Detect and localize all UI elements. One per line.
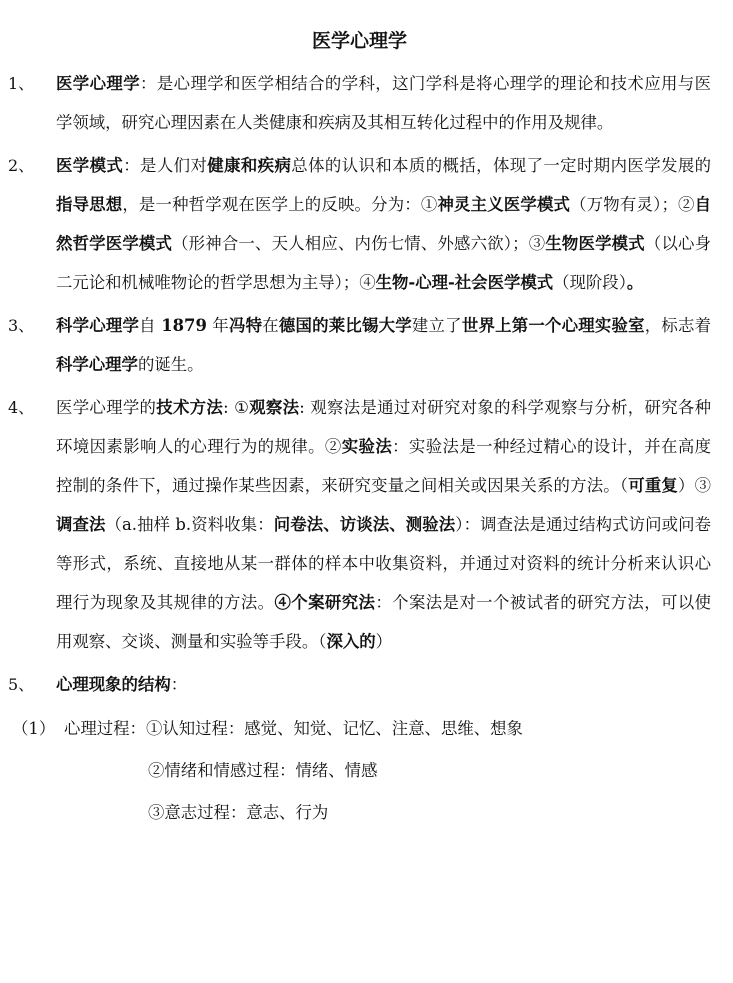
list-item-number: 2、 bbox=[8, 156, 35, 175]
text-run: 的诞生。 bbox=[137, 355, 204, 374]
sub-item-line-3: ③意志过程：意志、行为 bbox=[148, 803, 329, 822]
bold-term: 。 bbox=[626, 273, 644, 292]
text-run: ：是人们对 bbox=[123, 156, 208, 175]
text-run: ）：调查法是通过结构式访问或问卷等形式，系统、直接地从某一群体的样本中收集资料，并通过对资料的统计分析来认识心理行为现象及其规律的方法。 bbox=[56, 515, 712, 612]
text-run: ）③ bbox=[678, 476, 712, 495]
bold-term: 生物-心理-社会医学模式 bbox=[375, 273, 554, 292]
text-run: ： bbox=[170, 675, 188, 694]
text-run: ：个案法是对一个被试者的研究方法，可以使用观察、交谈、测量和实验等手段。（ bbox=[56, 593, 712, 651]
bold-term: 医学模式 bbox=[56, 156, 124, 175]
text-run: （以心身二元论和机械唯物论的哲学思想为主导）；④ bbox=[56, 234, 712, 292]
sub-item-first-line: 心理过程：①认知过程：感觉、知觉、记忆、注意、思维、想象 bbox=[64, 719, 523, 738]
text-run: 自 bbox=[139, 316, 162, 335]
bold-term: ④个案研究法 bbox=[274, 593, 376, 612]
text-run: ，标志着 bbox=[644, 316, 712, 335]
bold-term: 科学心理学 bbox=[56, 355, 138, 374]
list-item-text bbox=[56, 665, 711, 704]
list-item-text bbox=[56, 306, 711, 384]
list-item-number: 1、 bbox=[8, 74, 35, 93]
text-run: ） bbox=[375, 632, 393, 651]
bold-term: 医学心理学 bbox=[56, 74, 141, 93]
text-run: （万物有灵）；② bbox=[570, 195, 695, 214]
bold-term: 技术方法 bbox=[156, 398, 224, 417]
list-item-text bbox=[56, 146, 711, 302]
bold-term: 观察法 bbox=[249, 398, 300, 417]
bold-term: 指导思想 bbox=[56, 195, 123, 214]
text-run: （a.抽样 b.资料收集： bbox=[105, 515, 274, 534]
list-item bbox=[8, 64, 711, 142]
text-run: （现阶段） bbox=[553, 273, 627, 292]
list-item-number: 5、 bbox=[8, 675, 35, 694]
list-item-number: 3、 bbox=[8, 316, 35, 335]
bold-term: 世界上第一个心理实验室 bbox=[461, 316, 645, 335]
text-run: : ① bbox=[223, 398, 250, 417]
text-run: 建立了 bbox=[411, 316, 462, 335]
bold-term: 健康和疾病 bbox=[207, 156, 292, 175]
bold-term: 自然哲学医学模式 bbox=[56, 195, 712, 253]
bold-term: 生物医学模式 bbox=[545, 234, 645, 253]
bold-term: 问卷法、访谈法、测验法 bbox=[273, 515, 456, 534]
bold-term: 可重复 bbox=[628, 476, 679, 495]
bold-term: 冯特 bbox=[228, 316, 263, 335]
bold-term: 深入的 bbox=[326, 632, 376, 651]
bold-term: 心理现象的结构 bbox=[56, 675, 171, 694]
text-run: : 观察法是通过对研究对象的科学观察与分析，研究各种环境因素影响人的心理行为的规律。② bbox=[56, 398, 712, 456]
list-item bbox=[8, 665, 711, 704]
bold-term: 1879 bbox=[161, 316, 207, 335]
text-run: 年 bbox=[206, 316, 229, 335]
list-item bbox=[8, 388, 711, 661]
sub-item-number: （1） bbox=[12, 719, 56, 738]
text-run: （形神合一、天人相应、内伤七情、外感六欲）；③ bbox=[172, 234, 546, 253]
list-item bbox=[8, 306, 711, 384]
bold-term: 调查法 bbox=[56, 515, 106, 534]
text-run: 总体的认识和本质的概括，体现了一定时期内医学发展的 bbox=[291, 156, 712, 175]
text-run: 在 bbox=[262, 316, 279, 335]
page-title: 医学心理学 bbox=[311, 30, 407, 52]
bold-term: 实验法 bbox=[341, 437, 393, 456]
list-item-text bbox=[56, 64, 711, 142]
text-run: ：是心理学和医学相结合的学科，这门学科是将心理学的理论和技术应用与医学领域，研究心理因素在人类健康和疾病及其相互转化过程中的作用及规律。 bbox=[56, 74, 712, 132]
text-run: 医学心理学的 bbox=[56, 398, 157, 417]
sub-item-line-2: ②情绪和情感过程：情绪、情感 bbox=[148, 761, 378, 780]
numbered-list bbox=[8, 64, 711, 708]
bold-term: 德国的莱比锡大学 bbox=[278, 316, 412, 335]
list-item bbox=[8, 146, 711, 302]
list-item-number: 4、 bbox=[8, 398, 35, 417]
bold-term: 神灵主义医学模式 bbox=[437, 195, 571, 214]
sub-item-1 bbox=[8, 708, 711, 750]
bold-term: 科学心理学 bbox=[56, 316, 140, 335]
text-run: ：实验法是一种经过精心的设计，并在高度控制的条件下，通过操作某些因素，来研究变量之间相关或因果关系的方法。（ bbox=[56, 437, 712, 495]
list-item-text bbox=[56, 388, 711, 661]
text-run: ，是一种哲学观在医学上的反映。分为：① bbox=[122, 195, 438, 214]
